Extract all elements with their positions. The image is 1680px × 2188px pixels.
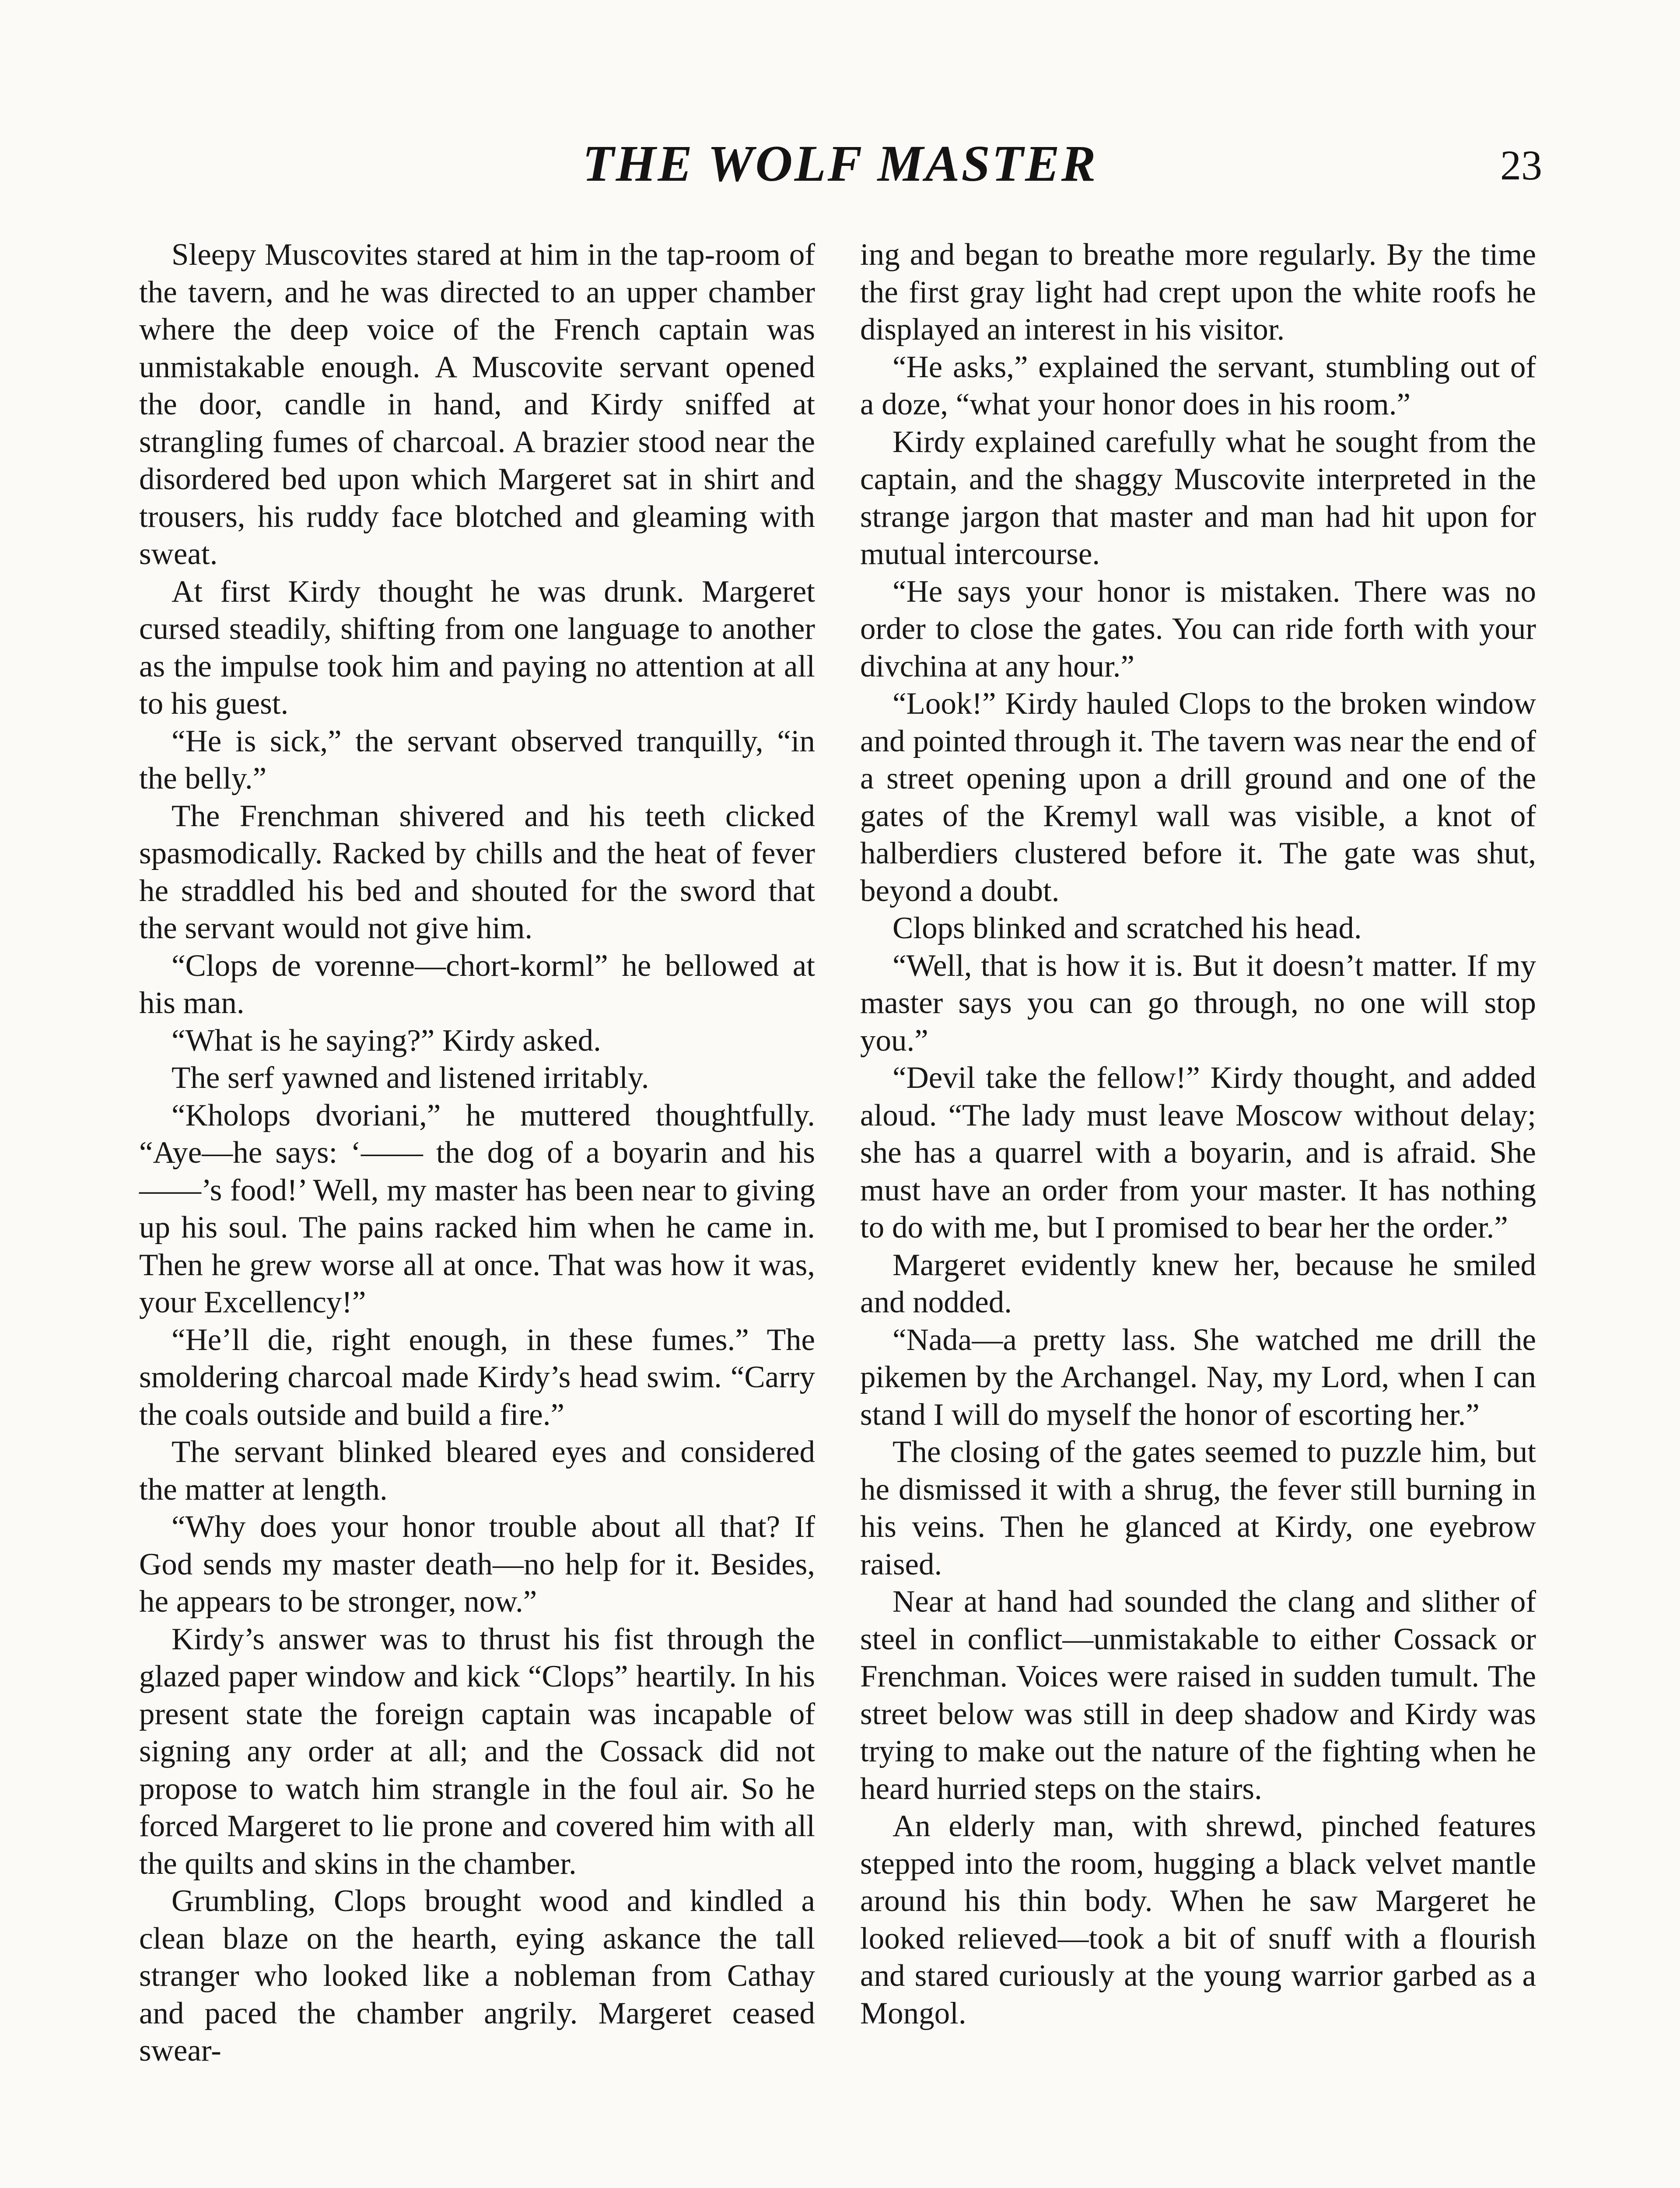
paragraph: The serf yawned and listened irritably. [172, 1061, 649, 1095]
paragraph: “What is he saying?” Kirdy asked. [172, 1023, 601, 1058]
paragraph: Near at hand had sounded the clang and slither of steel in conflict—unmistakable to either Cossack or Frenchman. Voices were raised in sudden tumult. The street below was still in deep shadow and Kirdy was trying to make out the nature of the fighting when he heard hurried steps on the stairs. [860, 1585, 1536, 1806]
paragraph: “Nada—a pretty lass. She watched me drill the pikemen by the Archangel. Nay, my Lord, when I can stand I will do myself the honor of escorting her.” [860, 1322, 1536, 1432]
paragraph-continuation: ing and began to breathe more regularly. By the time the first gray light had crept upon the white roofs he displayed an interest in his visitor. [860, 238, 1536, 347]
paragraph: “He is sick,” the servant observed tranquilly, “in the belly.” [139, 724, 815, 796]
paragraph: “Devil take the fellow!” Kirdy thought, and added aloud. “The lady must leave Moscow without delay; she has a quarrel with a boyarin, and is afraid. She must have an order from your master. It has nothing to do with me, but I promised to bear her the order.” [860, 1061, 1536, 1245]
right-text-column [860, 236, 1536, 2032]
paragraph: “Look!” Kirdy hauled Clops to the broken window and pointed through it. The tavern was near the end of a street opening upon a drill ground and one of the gates of the Kremyl wall was visible, a knot of halberdiers clustered before it. The gate was shut, beyond a doubt. [860, 687, 1536, 908]
running-title: THE WOLF MASTER [582, 135, 1098, 192]
paragraph: “Well, that is how it is. But it doesn’t matter. If my master says you can go through, no one will stop you.” [860, 948, 1536, 1058]
paragraph: “He’ll die, right enough, in these fumes.” The smoldering charcoal made Kirdy’s head swim. “Carry the coals outside and build a fire.” [139, 1322, 815, 1432]
page-number: 23 [1500, 142, 1542, 189]
left-text-column [139, 236, 815, 2070]
paragraph: At first Kirdy thought he was drunk. Margeret cursed steadily, shifting from one language to another as the impulse took him and paying no attention at all to his guest. [139, 574, 815, 721]
paragraph: Clops blinked and scratched his head. [892, 911, 1362, 945]
paragraph: An elderly man, with shrewd, pinched features stepped into the room, hugging a black velvet mantle around his thin body. When he saw Margeret he looked relieved—took a bit of snuff with a flourish and stared curiously at the young warrior garbed as a Mongol. [860, 1809, 1536, 2030]
paragraph: The servant blinked bleared eyes and considered the matter at length. [139, 1435, 815, 1507]
paragraph: Margeret evidently knew her, because he smiled and nodded. [860, 1248, 1536, 1319]
paragraph: The Frenchman shivered and his teeth clicked spasmodically. Racked by chills and the heat of fever he straddled his bed and shouted for the sword that the servant would not give him. [139, 799, 815, 945]
paragraph: “He asks,” explained the servant, stumbling out of a doze, “what your honor does in his room.” [860, 350, 1536, 421]
paragraph: Kirdy’s answer was to thrust his fist through the glazed paper window and kick “Clops” heartily. In his present state the foreign captain was incapable of signing any order at all; and the Cossack did not propose to watch him strangle in the foul air. So he forced Margeret to lie prone and covered him with all the quilts and skins in the chamber. [139, 1622, 815, 1881]
paragraph: “Clops de vorenne—chort-korml” he bellowed at his man. [139, 948, 815, 1020]
paragraph: Grumbling, Clops brought wood and kindled a clean blaze on the hearth, eying askance the tall stranger who looked like a nobleman from Cathay and paced the chamber angrily. Margeret ceased swear- [139, 1884, 815, 2068]
paragraph: The closing of the gates seemed to puzzle him, but he dismissed it with a shrug, the fever still burning in his veins. Then he glanced at Kirdy, one eyebrow raised. [860, 1435, 1536, 1581]
paragraph: “Why does your honor trouble about all that? If God sends my master death—no help for it. Besides, he appears to be stronger, now.” [139, 1510, 815, 1619]
paragraph: Sleepy Muscovites stared at him in the tap-room of the tavern, and he was directed to an upper chamber where the deep voice of the French captain was unmistakable enough. A Muscovite servant opened the door, candle in hand, and Kirdy sniffed at strangling fumes of charcoal. A brazier stood near the disordered bed upon which Margeret sat in shirt and trousers, his ruddy face blotched and gleaming with sweat. [139, 238, 815, 571]
paragraph: Kirdy explained carefully what he sought from the captain, and the shaggy Muscovite interpreted in the strange jargon that master and man had hit upon for mutual intercourse. [860, 424, 1536, 571]
paragraph: “Kholops dvoriani,” he muttered thoughtfully. “Aye—he says: ‘—— the dog of a boyarin and his ——’s food!’ Well, my master has been near to giving up his soul. The pains racked him when he came in. Then he grew worse all at once. That was how it was, your Excellency!” [139, 1098, 815, 1319]
paragraph: “He says your honor is mistaken. There was no order to close the gates. You can ride forth with your divchina at any hour.” [860, 574, 1536, 684]
